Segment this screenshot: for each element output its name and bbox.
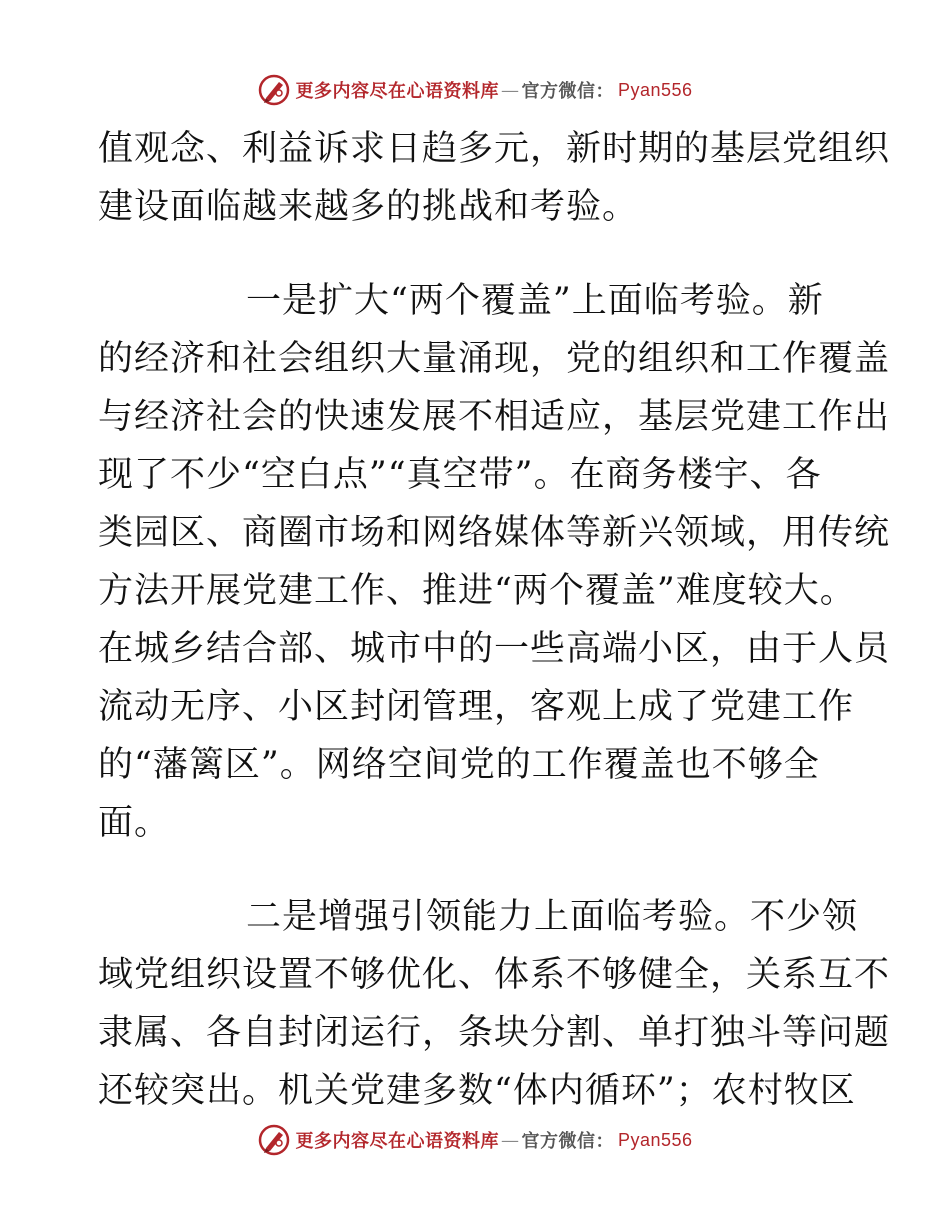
pen-logo-icon xyxy=(257,73,291,107)
text-line: 与经济社会的快速发展不相适应，基层党建工作出 xyxy=(98,397,891,437)
document-body xyxy=(98,120,891,1120)
watermark-text: 更多内容尽在心语资料库 xyxy=(295,81,499,102)
watermark-official-label: 官方微信： xyxy=(521,1131,614,1152)
text-line: 方法开展党建工作、推进“两个覆盖”难度较大。 xyxy=(98,571,856,611)
text-line: 现了不少“空白点”“真空带”。在商务楼宇、各 xyxy=(98,455,822,495)
text-line: 的“藩篱区”。网络空间党的工作覆盖也不够全 xyxy=(98,745,820,785)
text-line: 还较突出。机关党建多数“体内循环”；农村牧区 xyxy=(98,1071,856,1111)
text-line: 建设面临越来越多的挑战和考验。 xyxy=(98,187,639,227)
text-line: 类园区、商圈市场和网络媒体等新兴领域，用传统 xyxy=(98,513,891,553)
footer-watermark xyxy=(0,1120,950,1160)
paragraph-3 xyxy=(98,888,891,1120)
text-line: 值观念、利益诉求日趋多元，新时期的基层党组织 xyxy=(98,129,891,169)
text-line: 二是增强引领能力上面临考验。不少领 xyxy=(246,897,859,937)
watermark-wechat-id: Pyan556 xyxy=(617,1129,693,1150)
watermark-text: 更多内容尽在心语资料库 xyxy=(295,1131,499,1152)
watermark-dash: — xyxy=(500,1129,520,1151)
watermark-official-label: 官方微信： xyxy=(521,81,614,102)
watermark-wechat-id: Pyan556 xyxy=(617,79,693,100)
watermark-dash: — xyxy=(500,79,520,101)
text-line: 域党组织设置不够优化、体系不够健全，关系互不 xyxy=(98,955,891,995)
text-line: 流动无序、小区封闭管理，客观上成了党建工作 xyxy=(98,687,855,727)
paragraph-2 xyxy=(98,272,891,852)
pen-logo-icon xyxy=(257,1123,291,1157)
text-line: 在城乡结合部、城市中的一些高端小区，由于人员 xyxy=(98,629,891,669)
header-watermark xyxy=(0,70,950,110)
text-line: 一是扩大“两个覆盖”上面临考验。新 xyxy=(246,281,824,321)
text-line: 的经济和社会组织大量涌现，党的组织和工作覆盖 xyxy=(98,339,891,379)
text-line: 面。 xyxy=(98,803,171,843)
paragraph-1 xyxy=(98,120,891,236)
text-line: 隶属、各自封闭运行，条块分割、单打独斗等问题 xyxy=(98,1013,891,1053)
